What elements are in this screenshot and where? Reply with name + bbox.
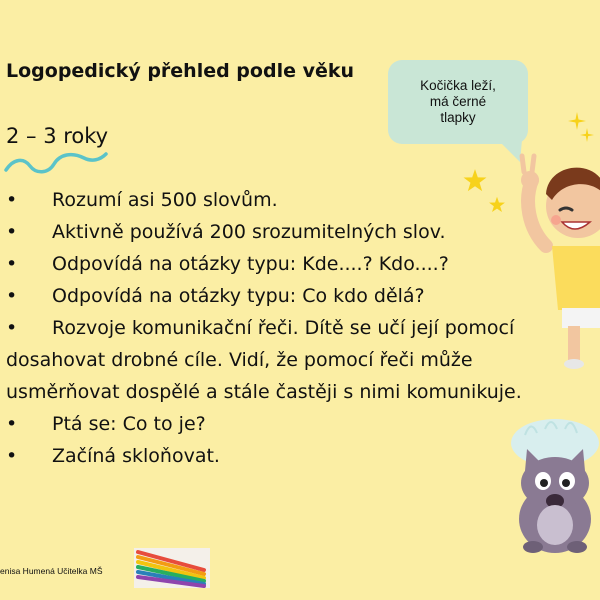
bullet: •: [6, 221, 18, 243]
list-item: • Začíná skloňovat.: [6, 440, 546, 472]
boy-illustration: [512, 150, 600, 370]
star-icon: [462, 168, 488, 194]
bubble-line: má černé: [429, 94, 487, 109]
speech-bubble: [388, 60, 528, 144]
bubble-line: tlapky: [440, 110, 476, 125]
bullet: •: [6, 253, 18, 275]
list-item: • Odpovídá na otázky typu: Co kdo dělá?: [6, 280, 546, 312]
bullet: •: [6, 445, 18, 467]
list-item: • Ptá se: Co to je?: [6, 408, 546, 440]
bubble-line: Kočička leží,: [420, 78, 496, 93]
bullet: •: [6, 189, 18, 211]
milestone-list: [6, 184, 546, 472]
footer-credit: enisa Humená Učitelka MŠ: [0, 566, 103, 576]
cat-illustration: [505, 415, 600, 555]
page-title: Logopedický přehled podle věku: [6, 60, 355, 82]
squiggle-decoration: [0, 148, 110, 178]
sparkle-icon: [580, 128, 594, 142]
bullet: •: [6, 317, 18, 339]
star-icon: [488, 196, 506, 214]
pencils-image: [134, 548, 210, 588]
bullet: •: [6, 413, 18, 435]
bullet: •: [6, 285, 18, 307]
list-item: • Rozvoje komunikační řeči. Dítě se učí její pomocí dosahovat drobné cíle. Vidí, že pomocí řeči může usměrňovat dospělé a stále častěji s nimi komunikuje.: [6, 312, 546, 408]
age-heading: 2 – 3 roky: [6, 124, 109, 148]
list-item: • Odpovídá na otázky typu: Kde....? Kdo....?: [6, 248, 546, 280]
list-item: • Aktivně používá 200 srozumitelných slov.: [6, 216, 546, 248]
list-item: • Rozumí asi 500 slovům.: [6, 184, 546, 216]
